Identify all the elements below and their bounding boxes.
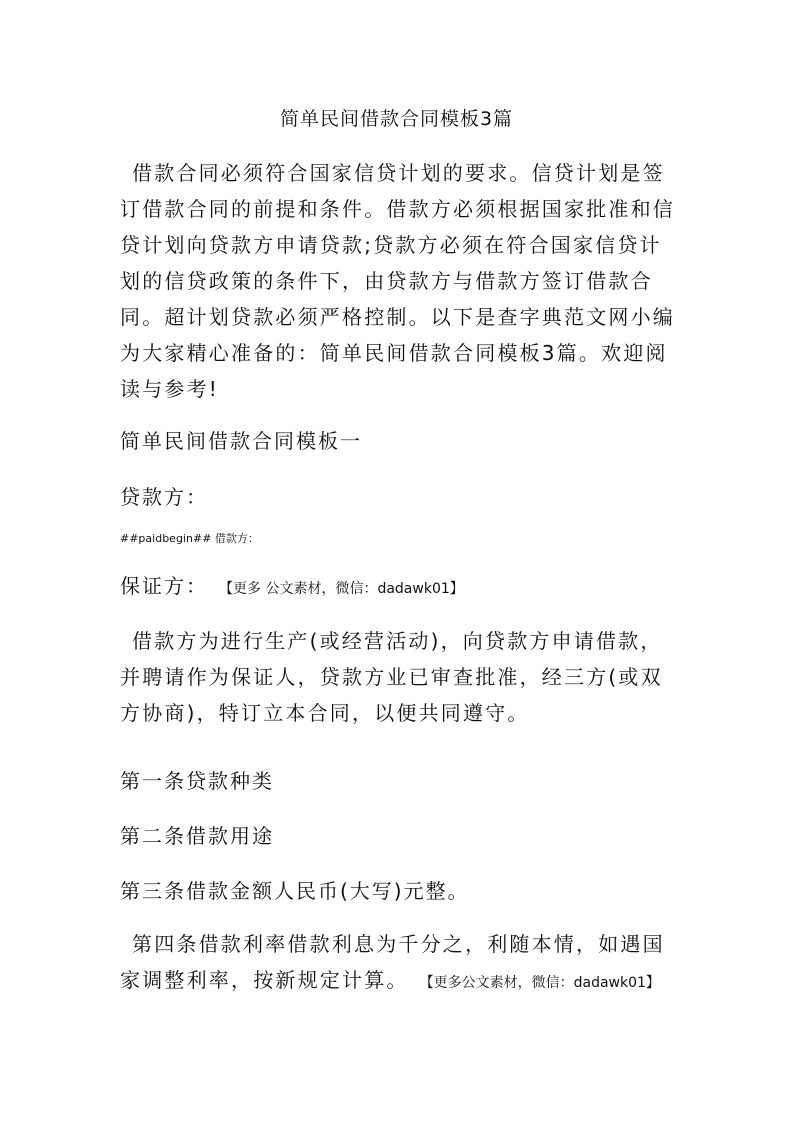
document-title: 简单民间借款合同模板3篇 (279, 108, 514, 130)
article-2: 第二条借款用途 (120, 824, 274, 848)
section-title: 简单民间借款合同模板一 (120, 429, 362, 453)
article-3: 第三条借款金额人民币(大写)元整。 (120, 879, 470, 903)
lender-line: 贷款方： (120, 485, 208, 509)
article-1: 第一条贷款种类 (120, 769, 274, 793)
promo-note-2: 【更多公文素材，微信：dadawk01】 (426, 975, 660, 991)
promo-note: 【更多 公文素材，微信：dadawk01】 (226, 581, 464, 597)
paid-marker-line: ##paidbegin## 借款方： (120, 532, 259, 545)
article-4-text: 第四条借款利率借款利息为千分之，利随本情，如遇国家调整利率，按新规定计算。 (120, 932, 665, 992)
body-paragraph: 借款方为进行生产(或经营活动)，向贷款方申请借款，并聘请作为保证人，贷款方业已审查批准，经三方(或双方协商)，特订立本合同，以便共同遵守。 (120, 629, 663, 725)
guarantor-label: 保证方： (120, 574, 208, 598)
guarantor-line (120, 570, 464, 599)
article-4 (120, 926, 680, 1001)
intro-paragraph: 借款合同必须符合国家信贷计划的要求。信贷计划是签订借款合同的前提和条件。借款方必须根据国家批准和信贷计划向贷款方申请贷款;贷款方必须在符合国家信贷计划的信贷政策的条件下，由贷款方与借款方签订借款合同。超计划贷款必须严格控制。以下是查字典范文网小编为大家精心准备的：简单民间借款合同模板3篇。欢迎阅读与参考! (120, 161, 675, 401)
